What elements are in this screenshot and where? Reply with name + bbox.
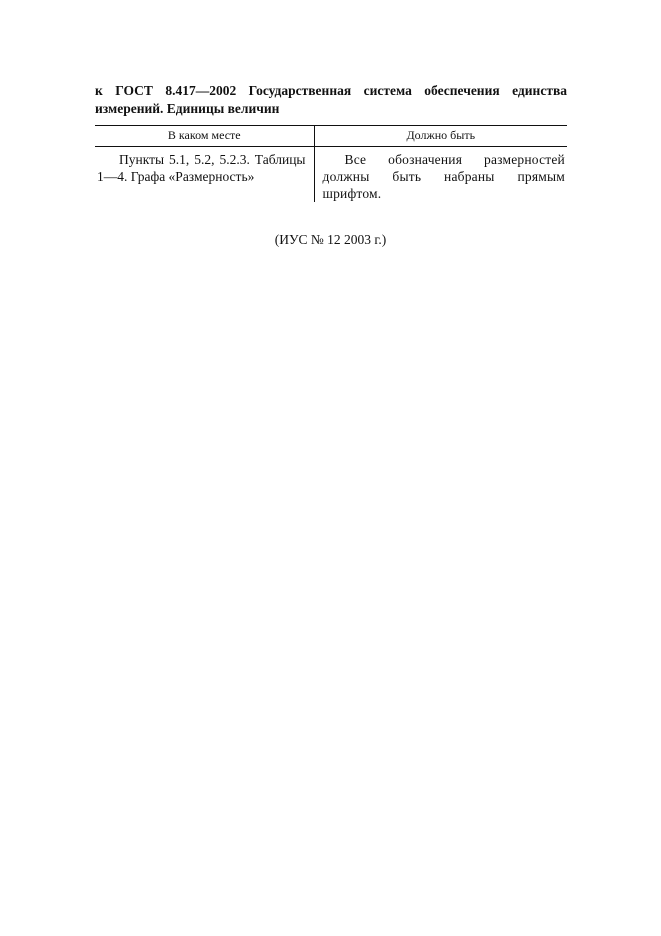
amendment-heading: к ГОСТ 8.417—2002 Государственная система обеспечения единства измерений. Единицы величин: [95, 83, 567, 116]
cell-should-be: Все обозначения размерностей должны быть набраны прямым шрифтом.: [322, 152, 565, 201]
ius-reference: (ИУС № 12 2003 г.): [274, 232, 387, 247]
column-header-where: В каком месте: [95, 126, 314, 147]
cell-where: Пункты 5.1, 5.2, 5.2.3. Таблицы 1—4. Графа «Размерность»: [95, 147, 314, 203]
errata-table: [95, 125, 567, 202]
table-header-row: [95, 126, 567, 147]
table-row: [95, 147, 567, 203]
column-header-should-be: Должно быть: [314, 126, 567, 147]
